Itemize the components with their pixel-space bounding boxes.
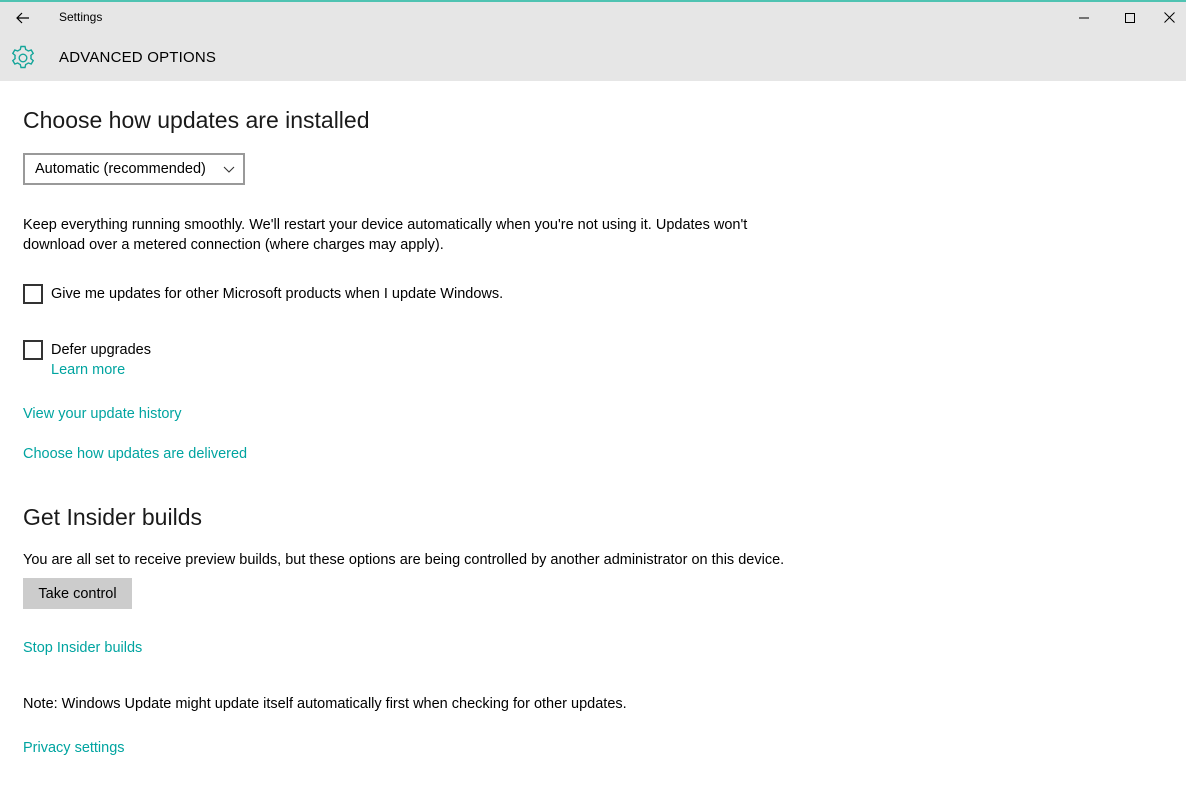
main-content <box>0 81 1186 803</box>
close-icon <box>1164 12 1175 23</box>
back-arrow-icon <box>16 12 30 24</box>
defer-upgrades-label: Defer upgrades <box>51 342 151 358</box>
page-title: ADVANCED OPTIONS <box>59 49 217 66</box>
back-button[interactable] <box>0 2 46 33</box>
minimize-icon <box>1079 13 1089 23</box>
choose-delivery-link[interactable]: Choose how updates are delivered <box>23 446 248 462</box>
insider-description: You are all set to receive preview builds, but these options are being controlled by another administrator on this device. <box>23 552 785 568</box>
stop-insider-builds-link[interactable]: Stop Insider builds <box>23 640 143 656</box>
app-title: Settings <box>59 10 103 24</box>
gear-icon <box>10 45 36 71</box>
minimize-button[interactable] <box>1061 2 1107 33</box>
update-note: Note: Windows Update might update itself automatically first when checking for other updates. <box>23 696 627 712</box>
view-update-history-link[interactable]: View your update history <box>23 406 182 422</box>
insider-heading: Get Insider builds <box>23 504 202 530</box>
other-products-checkbox[interactable] <box>23 284 43 304</box>
other-products-label: Give me updates for other Microsoft products when I update Windows. <box>51 286 504 302</box>
close-button[interactable] <box>1153 2 1186 33</box>
install-mode-value: Automatic (recommended) <box>35 161 206 177</box>
updates-heading: Choose how updates are installed <box>23 107 370 133</box>
chevron-down-icon <box>223 163 235 175</box>
page-header <box>0 33 1186 81</box>
maximize-icon <box>1125 13 1135 23</box>
install-mode-dropdown[interactable] <box>23 153 245 185</box>
learn-more-link[interactable]: Learn more <box>51 362 126 378</box>
title-bar <box>0 2 1186 33</box>
maximize-button[interactable] <box>1107 2 1153 33</box>
defer-upgrades-checkbox[interactable] <box>23 340 43 360</box>
updates-description: Keep everything running smoothly. We'll restart your device automatically when you're not using it. Updates won't download over a metered connection (where charges may apply). <box>23 217 748 253</box>
privacy-settings-link[interactable]: Privacy settings <box>23 740 125 756</box>
take-control-button[interactable]: Take control <box>23 578 132 609</box>
